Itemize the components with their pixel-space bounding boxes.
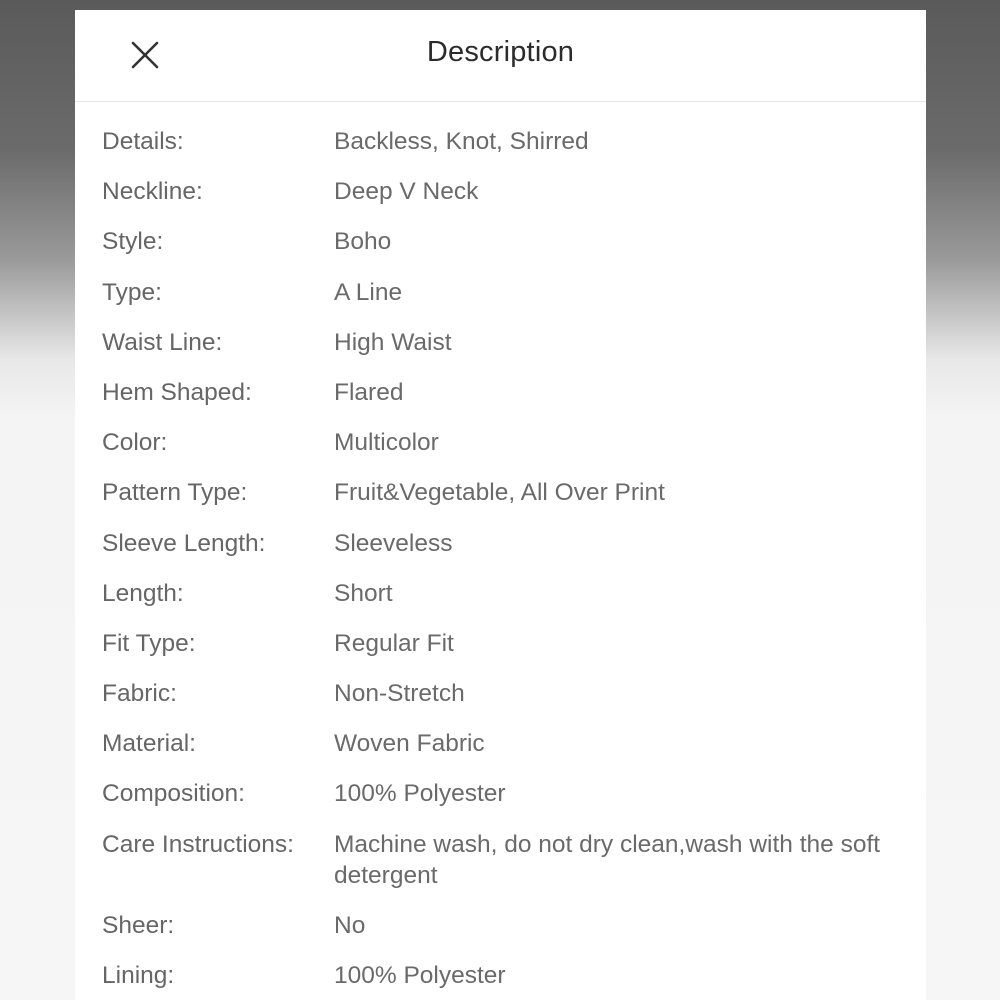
- spec-value: 100% Polyester: [334, 962, 506, 989]
- spec-value: High Waist: [334, 329, 452, 356]
- spec-value: No: [334, 912, 366, 939]
- spec-row-style: [102, 226, 906, 257]
- spec-row-lining: [102, 960, 906, 991]
- sheet-header: [75, 10, 926, 102]
- spec-key: Care Instructions:: [102, 831, 294, 858]
- spec-key: Composition:: [102, 780, 245, 807]
- spec-key: Neckline:: [102, 178, 203, 205]
- spec-value: Multicolor: [334, 429, 439, 456]
- spec-key: Sleeve Length:: [102, 530, 266, 557]
- spec-row-color: [102, 427, 906, 458]
- spec-key: Length:: [102, 580, 184, 607]
- spec-row-sleeve-length: [102, 528, 906, 559]
- spec-value: Sleeveless: [334, 530, 453, 557]
- spec-value: Boho: [334, 228, 392, 255]
- spec-value: Machine wash, do not dry clean,wash with the soft detergent: [334, 831, 881, 889]
- page-title: Description: [426, 36, 575, 68]
- spec-value: Woven Fabric: [334, 730, 485, 757]
- description-sheet: [75, 10, 926, 1000]
- spec-row-neckline: [102, 176, 906, 207]
- spec-row-fit-type: [102, 628, 906, 659]
- spec-row-sheer: [102, 910, 906, 941]
- spec-key: Hem Shaped:: [102, 379, 252, 406]
- spec-key: Waist Line:: [102, 329, 223, 356]
- spec-row-details: [102, 126, 906, 157]
- spec-key: Fit Type:: [102, 630, 196, 657]
- spec-row-composition: [102, 778, 906, 809]
- spec-value: Deep V Neck: [334, 178, 479, 205]
- spec-value: Flared: [334, 379, 404, 406]
- spec-key: Style:: [102, 228, 164, 255]
- spec-value: Non-Stretch: [334, 680, 465, 707]
- spec-key: Sheer:: [102, 912, 175, 939]
- spec-row-length: [102, 578, 906, 609]
- spec-value: A Line: [334, 279, 403, 306]
- spec-key: Details:: [102, 128, 184, 155]
- spec-key: Fabric:: [102, 680, 177, 707]
- spec-value: Short: [334, 580, 393, 607]
- spec-key: Color:: [102, 429, 168, 456]
- spec-row-hem-shaped: [102, 377, 906, 408]
- spec-row-type: [102, 277, 906, 308]
- spec-value: Backless, Knot, Shirred: [334, 128, 589, 155]
- spec-row-waist-line: [102, 327, 906, 358]
- spec-key: Lining:: [102, 962, 175, 989]
- spec-key: Material:: [102, 730, 196, 757]
- spec-value: Fruit&Vegetable, All Over Print: [334, 479, 665, 506]
- spec-row-pattern-type: [102, 477, 906, 508]
- spec-key: Pattern Type:: [102, 479, 248, 506]
- spec-row-care-instructions: [102, 829, 906, 891]
- spec-value: 100% Polyester: [334, 780, 506, 807]
- spec-key: Type:: [102, 279, 162, 306]
- spec-row-material: [102, 728, 906, 759]
- spec-value: Regular Fit: [334, 630, 454, 657]
- spec-row-fabric: [102, 678, 906, 709]
